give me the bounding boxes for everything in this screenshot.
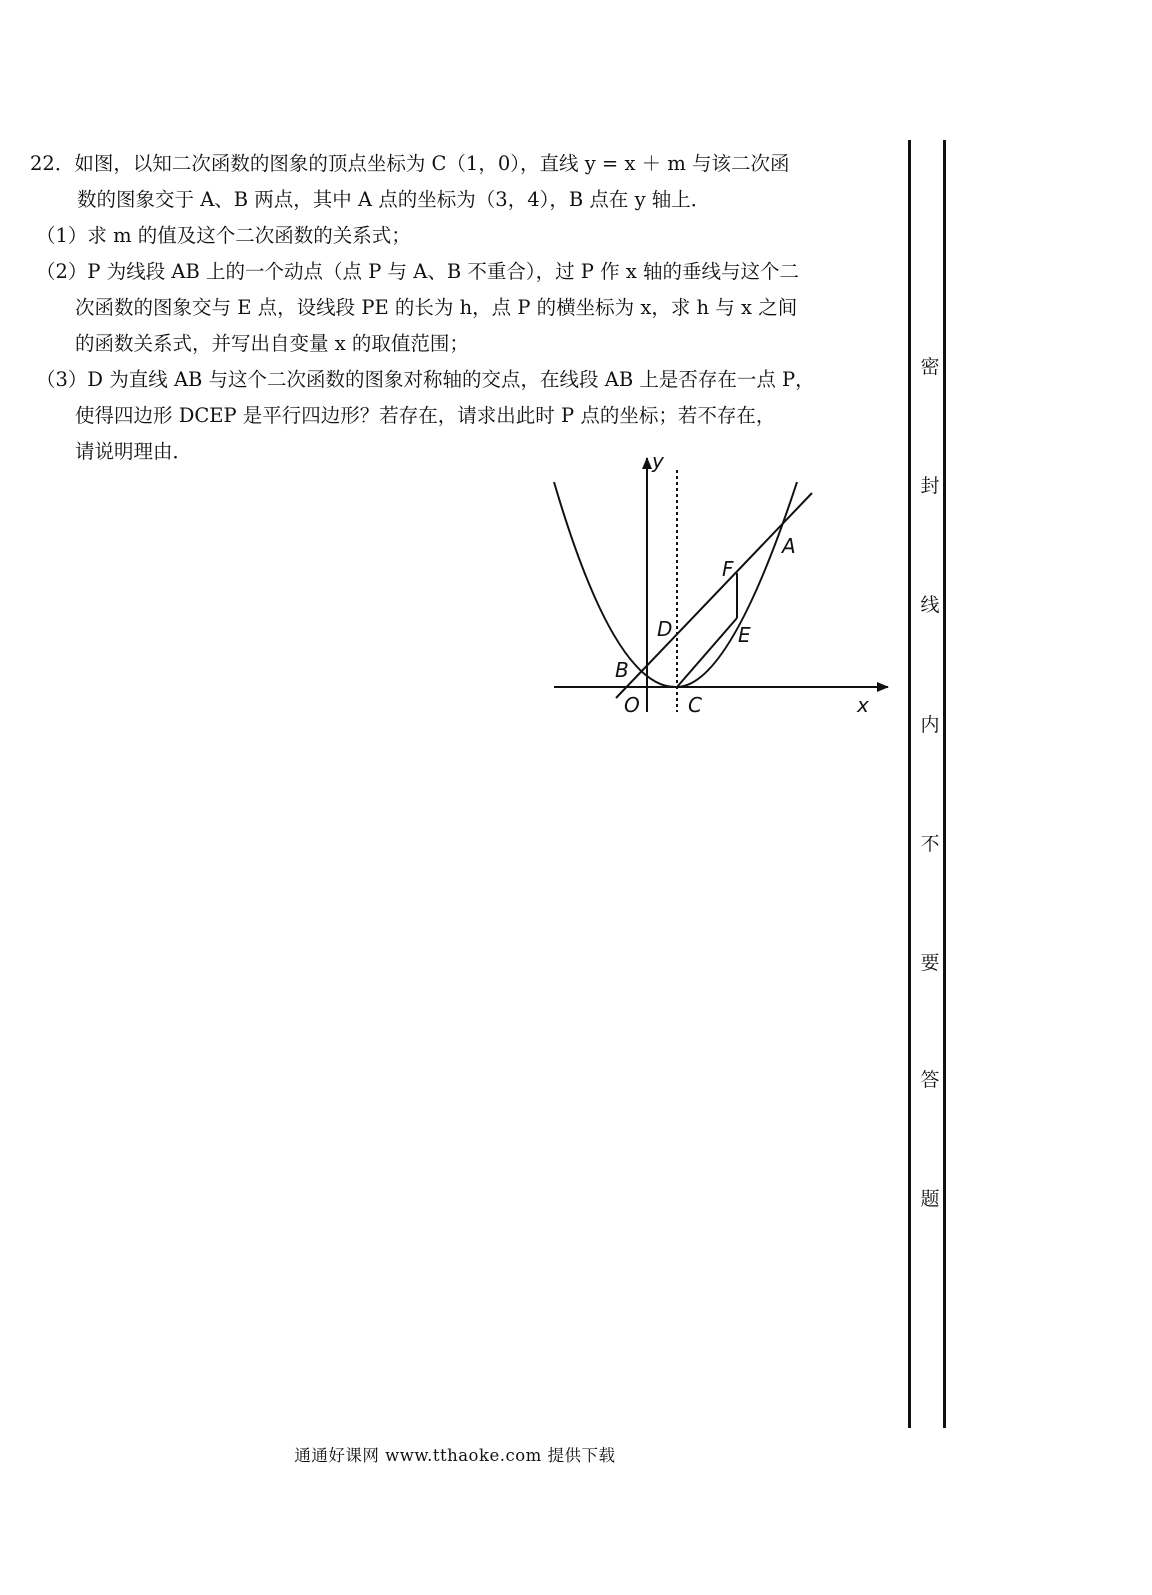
question-2-cont-1: 次函数的图象交与 E 点，设线段 PE 的长为 h，点 P 的横坐标为 x，求 h 与 x 之间 xyxy=(75,296,798,319)
question-3-cont-1: 使得四边形 DCEP 是平行四边形？若存在，请求出此时 P 点的坐标；若不存在， xyxy=(75,404,776,427)
seal-line-left xyxy=(908,140,911,1428)
question-2-cont-2: 的函数关系式，并写出自变量 x 的取值范围； xyxy=(75,332,469,355)
label-f: F xyxy=(722,557,734,581)
seal-char-6: 要 xyxy=(918,948,942,975)
parabola-figure xyxy=(550,448,895,728)
seal-char-2: 封 xyxy=(918,471,942,498)
label-y: y xyxy=(652,449,664,473)
question-1: （1）求 m 的值及这个二次函数的关系式； xyxy=(36,224,411,247)
line-ab xyxy=(616,493,812,698)
label-o: O xyxy=(624,693,640,717)
label-b: B xyxy=(615,658,629,682)
seal-char-8: 题 xyxy=(918,1184,942,1211)
label-c: C xyxy=(688,693,702,717)
seal-char-7: 答 xyxy=(918,1065,942,1092)
label-d: D xyxy=(657,617,673,641)
label-x: x xyxy=(857,693,869,717)
question-2: （2）P 为线段 AB 上的一个动点（点 P 与 A、B 不重合），过 P 作 x 轴的垂线与这个二 xyxy=(36,260,800,283)
footer-source: 通通好课网 www.tthaoke.com 提供下载 xyxy=(294,1446,616,1465)
seal-char-3: 线 xyxy=(918,590,942,617)
problem-text xyxy=(30,146,875,470)
question-3: （3）D 为直线 AB 与这个二次函数的图象对称轴的交点，在线段 AB 上是否存在一点 P， xyxy=(36,368,815,391)
problem-line-1: 22．如图，以知二次函数的图象的顶点坐标为 C（1，0），直线 y = x ＋ m 与该二次函 xyxy=(30,152,790,175)
label-a: A xyxy=(782,534,796,558)
seal-line-right xyxy=(943,140,946,1428)
seal-char-5: 不 xyxy=(918,829,942,856)
seal-char-4: 内 xyxy=(918,710,942,737)
segment-ce xyxy=(677,618,737,687)
seal-char-1: 密 xyxy=(918,352,942,379)
problem-line-2: 数的图象交于 A、B 两点，其中 A 点的坐标为（3，4），B 点在 y 轴上． xyxy=(77,188,711,211)
parabola-curve xyxy=(554,482,797,687)
question-3-cont-2: 请说明理由． xyxy=(75,440,193,463)
label-e: E xyxy=(738,623,751,647)
